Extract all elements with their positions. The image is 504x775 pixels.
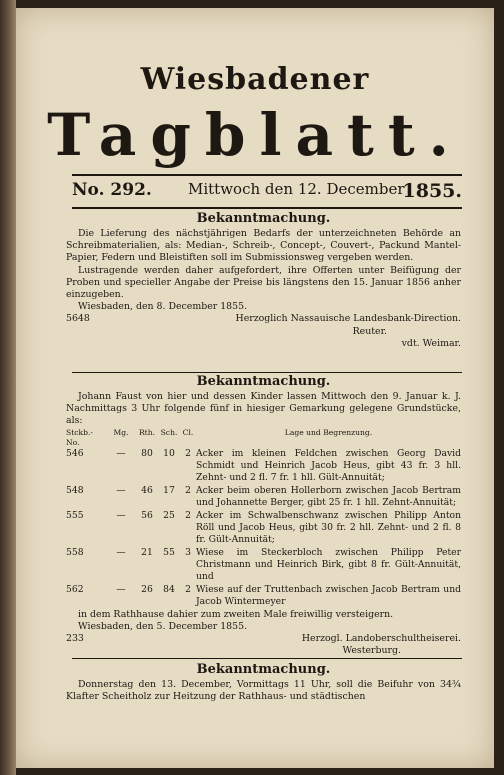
- parcel-no: 548: [66, 484, 84, 496]
- notice-title: Bekanntmachung.: [196, 662, 331, 677]
- notice-signature-line: [66, 633, 461, 645]
- masthead-title: Tagblatt.: [47, 101, 463, 169]
- notice-signer: Westerburg.: [342, 645, 401, 657]
- notice-separator: [72, 658, 462, 659]
- notice-authority: Herzogl. Landoberschultheiserei.: [301, 633, 461, 645]
- parcel-rth: 80: [141, 447, 153, 459]
- notice-signature-line: [66, 313, 461, 325]
- parcel-mg: —: [116, 484, 126, 496]
- notice-date: Wiesbaden, den 8. December 1855.: [78, 301, 248, 313]
- notice-title: Bekanntmachung.: [196, 374, 331, 389]
- parcel-no: 546: [66, 447, 84, 459]
- issue-line: [72, 180, 462, 206]
- parcel-mg: —: [116, 447, 126, 459]
- notice-closing: in dem Rathhause dahier zum zweiten Male freiwillig versteigern.: [78, 608, 394, 620]
- parcel-no: 558: [66, 546, 84, 558]
- parcel-cl: 2: [185, 583, 191, 595]
- parcel-desc: Acker im Schwalbenschwanz zwischen Philipp Anton Röll und Jacob Heus, gibt 30 fr. 2 hll. Zehnt- und 2 fl. 8 fr. Gült-Annuität;: [196, 509, 461, 545]
- parcel-cl: 3: [185, 546, 191, 558]
- parcel-rth: 46: [141, 484, 153, 496]
- parcel-sch: 84: [163, 583, 175, 595]
- parcel-desc: Acker beim oberen Hollerborn zwischen Jacob Bertram und Johannette Berger, gibt 25 fr. 1 hll. Zehnt-Annuität;: [196, 484, 461, 508]
- notice-grundstuecke: [66, 374, 461, 657]
- notice-authority: Herzoglich Nassauische Landesbank-Direction.: [235, 313, 461, 325]
- parcel-row: [66, 448, 461, 484]
- issue-rule: [72, 207, 462, 209]
- col-header: Rth.: [138, 427, 156, 437]
- book-spine: [0, 0, 16, 775]
- newspaper-page: [16, 8, 494, 768]
- parcel-desc: Wiese im Steckerbloch zwischen Philipp Peter Christmann und Heinrich Birk, gibt 8 fr. Gült-Annuität, und: [196, 546, 461, 582]
- issue-year: 1855.: [402, 180, 462, 202]
- notice-ref: 233: [66, 633, 84, 645]
- parcel-row: [66, 485, 461, 509]
- parcel-sch: 25: [163, 509, 175, 521]
- parcel-rth: 56: [141, 509, 153, 521]
- parcel-row: [66, 547, 461, 583]
- notice-vdt: vdt. Weimar.: [401, 337, 461, 349]
- notice-paragraph: Die Lieferung des nächstjährigen Bedarfs der unterzeichneten Behörde an Schreibmaterialien, als: Median-, Schreib-, Concept-, Couvert-, Packund Mantel-Papier, Federn und Bleistiften soll im Submissionsweg vergeben werden.: [66, 228, 461, 264]
- notice-signer: Reuter.: [352, 325, 387, 337]
- parcel-no: 562: [66, 583, 84, 595]
- col-header: Mg.: [113, 427, 129, 437]
- issue-number: No. 292.: [72, 180, 152, 200]
- parcel-header: [66, 428, 461, 448]
- parcel-sch: 10: [163, 447, 175, 459]
- notice-ref: 5648: [66, 313, 90, 325]
- parcel-rth: 26: [141, 583, 153, 595]
- notice-schreibmaterialien: [66, 211, 461, 350]
- parcel-mg: —: [116, 546, 126, 558]
- parcel-desc: Wiese auf der Truttenbach zwischen Jacob Bertram und Jacob Wintermeyer: [196, 583, 461, 607]
- parcel-row: [66, 510, 461, 546]
- parcel-sch: 55: [163, 546, 175, 558]
- notice-title: Bekanntmachung.: [196, 211, 331, 226]
- parcel-cl: 2: [185, 509, 191, 521]
- parcel-no: 555: [66, 509, 84, 521]
- col-header: Lage und Begrenzung.: [284, 427, 373, 437]
- parcel-mg: —: [116, 583, 126, 595]
- notice-scheitholz: [66, 662, 461, 703]
- parcel-cl: 2: [185, 447, 191, 459]
- parcel-cl: 2: [185, 484, 191, 496]
- notice-paragraph: Donnerstag den 13. December, Vormittags 11 Uhr, soll die Beifuhr von 34¾ Klafter Scheitholz zur Heitzung der Rathhaus- und städtischen: [66, 679, 461, 703]
- notice-date: Wiesbaden, den 5. December 1855.: [78, 620, 248, 632]
- issue-date: Mittwoch den 12. December: [188, 180, 405, 198]
- parcel-rth: 21: [141, 546, 153, 558]
- col-header: Cl.: [182, 427, 194, 437]
- notice-separator: [72, 372, 462, 373]
- parcel-list: [66, 448, 461, 608]
- col-header: Sch.: [160, 427, 178, 437]
- masthead-line1: Wiesbadener: [140, 62, 370, 97]
- parcel-sch: 17: [163, 484, 175, 496]
- parcel-mg: —: [116, 509, 126, 521]
- col-header: Stckb.-No.: [66, 427, 93, 447]
- parcel-desc: Acker im kleinen Feldchen zwischen Georg David Schmidt und Heinrich Jacob Heus, gibt 43 fr. 3 hll. Zehnt- und 2 fl. 7 fr. 1 hll. Gült-Annuität;: [196, 447, 461, 483]
- notice-paragraph: Lustragende werden daher aufgefordert, ihre Offerten unter Beifügung der Proben und specieller Angabe der Preise bis längstens den 15. Januar 1856 anher einzugeben.: [66, 264, 461, 301]
- top-rule: [72, 174, 462, 176]
- notice-intro: Johann Faust von hier und dessen Kinder lassen Mittwoch den 9. Januar k. J. Nachmittags 3 Uhr folgende fünf in hiesiger Gemarkung gelegene Grundstücke, als:: [66, 391, 461, 427]
- parcel-row: [66, 584, 461, 608]
